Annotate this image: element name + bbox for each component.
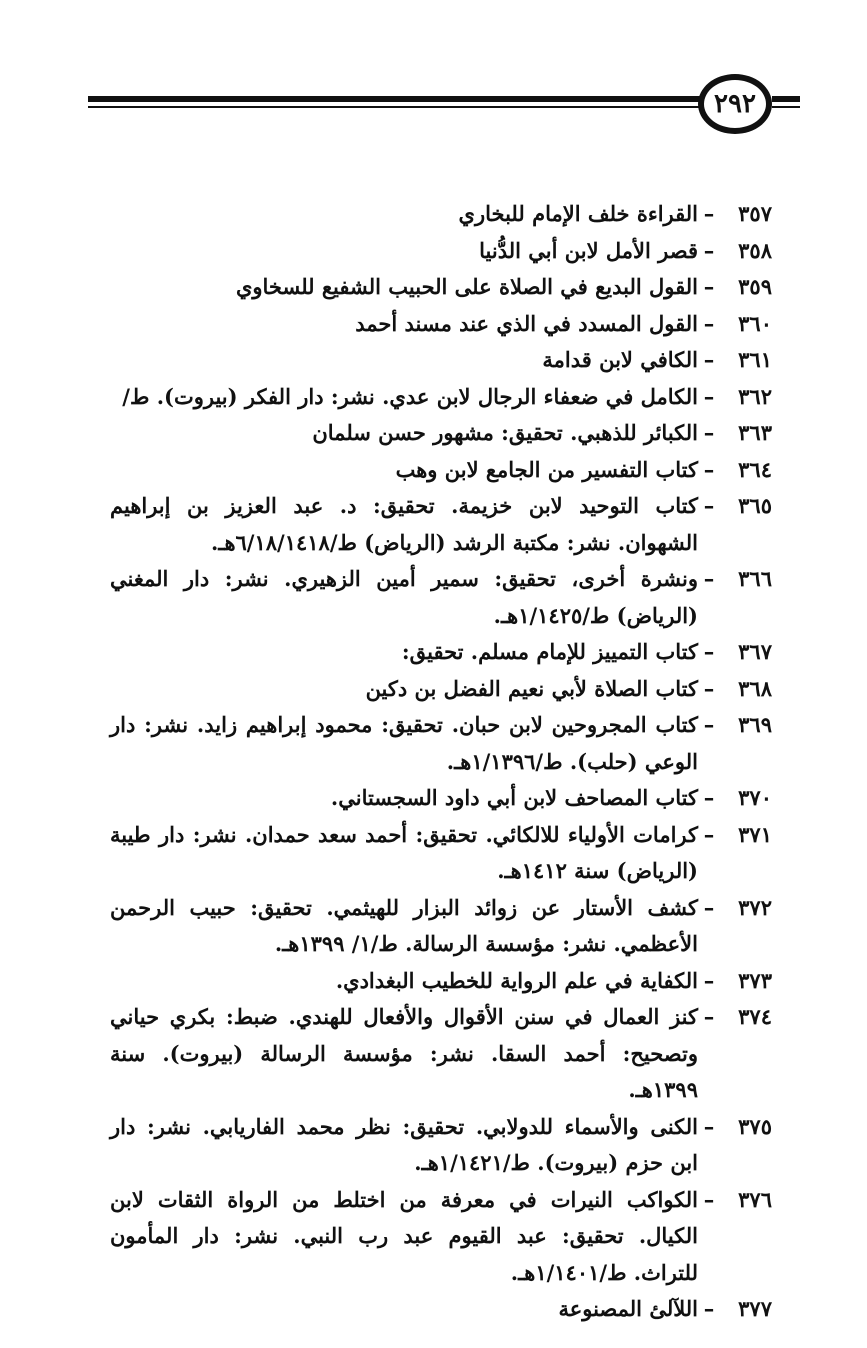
entry-separator: – — [703, 347, 715, 372]
entry-text: الكامل في ضعفاء الرجال لابن عدي. نشر: دار الفكر (بيروت). ط/ — [122, 383, 698, 409]
entry-text: كشف الأستار عن زوائد البزار للهيثمي. تحقيق: حبيب الرحمن الأعظمي. نشر: مؤسسة الرسالة. ط/١/ ١٣٩٩هـ. — [110, 894, 698, 956]
entry-text: القول المسدد في الذي عند مسند أحمد — [355, 310, 698, 336]
bibliography-entry — [110, 671, 772, 708]
entry-separator: – — [703, 1296, 715, 1321]
bibliography-entry — [110, 634, 772, 671]
header-rule-thick — [88, 96, 703, 102]
bibliography-entry — [110, 1109, 772, 1182]
entry-text: كتاب المصاحف لابن أبي داود السجستاني. — [330, 785, 698, 810]
entry-number: ٣٧٥ — [738, 1113, 772, 1139]
bibliography-entry — [110, 342, 772, 379]
entry-number: ٣٦٥ — [738, 493, 772, 518]
entry-separator: – — [703, 894, 715, 920]
entry-text: قصر الأمل لابن أبي الدُّنيا — [479, 237, 698, 263]
entry-number: ٣٧٧ — [738, 1296, 772, 1321]
bibliography-entry — [110, 452, 772, 489]
bibliography-entry — [110, 1291, 772, 1328]
entry-number: ٣٦٦ — [738, 566, 772, 591]
entry-text: كتاب التفسير من الجامع لابن وهب — [395, 456, 698, 482]
entry-text: كتاب التمييز للإمام مسلم. تحقيق: — [401, 639, 698, 664]
entry-text: اللآلئ المصنوعة — [558, 1296, 698, 1321]
entry-number: ٣٦٢ — [738, 383, 772, 409]
entry-separator: – — [703, 821, 715, 847]
entry-separator: – — [703, 456, 715, 482]
entry-separator: – — [703, 383, 715, 409]
entry-text: الكفاية في علم الرواية للخطيب البغدادي. — [335, 967, 698, 993]
entry-number: ٣٧٢ — [738, 894, 772, 920]
entry-separator: – — [703, 1004, 715, 1029]
entry-text: كنز العمال في سنن الأقوال والأفعال للهندي. ضبط: بكري حياني وتصحيح: أحمد السقا. نشر: مؤسسة الرسالة (بيروت). سنة ١٣٩٩هـ. — [110, 1004, 698, 1102]
entry-text: كتاب التوحيد لابن خزيمة. تحقيق: د. عبد العزيز بن إبراهيم الشهوان. نشر: مكتبة الرشد (الرياض) ط/٦/١٨/١٤١٨هـ. — [110, 493, 698, 555]
entry-separator: – — [703, 237, 715, 263]
bibliography-entry — [110, 488, 772, 561]
header-rule-thin — [88, 106, 703, 108]
entry-separator: – — [703, 566, 715, 591]
bibliography-list — [110, 196, 772, 1328]
entry-separator: – — [703, 201, 715, 226]
entry-text: الكبائر للذهبي. تحقيق: مشهور حسن سلمان — [312, 420, 698, 445]
bibliography-entry — [110, 561, 772, 634]
entry-number: ٣٦٣ — [738, 420, 772, 445]
entry-number: ٣٦١ — [738, 347, 772, 372]
entry-separator: – — [703, 310, 715, 336]
bibliography-entry — [110, 196, 772, 233]
entry-separator: – — [703, 639, 715, 664]
entry-number: ٣٥٩ — [738, 274, 772, 299]
page-header — [0, 0, 867, 150]
bibliography-entry — [110, 707, 772, 780]
entry-text: كتاب المجروحين لابن حبان. تحقيق: محمود إبراهيم زايد. نشر: دار الوعي (حلب). ط/١/١٣٩٦هـ. — [110, 712, 698, 774]
entry-separator: – — [703, 1113, 715, 1139]
entry-text: الكواكب النيرات في معرفة من اختلط من الرواة الثقات لابن الكيال. تحقيق: عبد القيوم عبد رب النبي. نشر: دار المأمون للتراث. ط/١/١٤٠١هـ. — [110, 1186, 698, 1285]
entry-text: الكافي لابن قدامة — [542, 347, 698, 372]
entry-number: ٣٧٦ — [738, 1186, 772, 1212]
entry-text: القراءة خلف الإمام للبخاري — [458, 201, 698, 226]
bibliography-entry — [110, 780, 772, 817]
entry-number: ٣٥٧ — [738, 201, 772, 226]
entry-text: القول البديع في الصلاة على الحبيب الشفيع للسخاوي — [235, 274, 698, 299]
entry-number: ٣٦٤ — [738, 456, 772, 482]
entry-separator: – — [703, 785, 715, 810]
page-number: ٢٩٢ — [714, 89, 756, 119]
entry-text: كرامات الأولياء للالكائي. تحقيق: أحمد سعد حمدان. نشر: دار طيبة (الرياض) سنة ١٤١٢هـ. — [110, 821, 698, 883]
entry-separator: – — [703, 712, 715, 737]
entry-number: ٣٧٣ — [738, 967, 772, 993]
entry-number: ٣٧٤ — [738, 1004, 772, 1029]
entry-separator: – — [703, 675, 715, 701]
header-rule-right-thick — [772, 96, 800, 102]
bibliography-entry — [110, 379, 772, 416]
entry-text: ونشرة أخرى، تحقيق: سمير أمين الزهيري. نشر: دار المغني (الرياض) ط/١/١٤٢٥هـ. — [110, 566, 698, 628]
entry-number: ٣٦٠ — [738, 310, 772, 336]
entry-number: ٣٦٧ — [738, 639, 772, 664]
header-rule-right-thin — [772, 106, 800, 108]
entry-separator: – — [703, 1186, 715, 1212]
entry-separator: – — [703, 420, 715, 445]
entry-number: ٣٦٨ — [738, 675, 772, 701]
bibliography-entry — [110, 817, 772, 890]
entry-number: ٣٧١ — [738, 821, 772, 847]
entry-separator: – — [703, 967, 715, 993]
entry-text: كتاب الصلاة لأبي نعيم الفضل بن دكين — [365, 675, 698, 701]
entry-separator: – — [703, 493, 715, 518]
entry-number: ٣٥٨ — [738, 237, 772, 263]
bibliography-entry — [110, 233, 772, 270]
bibliography-entry — [110, 963, 772, 1000]
entry-text: الكنى والأسماء للدولابي. تحقيق: نظر محمد الفاريابي. نشر: دار ابن حزم (بيروت). ط/١/١٤٢١هـ. — [110, 1113, 698, 1175]
bibliography-entry — [110, 890, 772, 963]
bibliography-entry — [110, 1182, 772, 1292]
entry-separator: – — [703, 274, 715, 299]
bibliography-entry — [110, 415, 772, 452]
entry-number: ٣٦٩ — [738, 712, 772, 737]
bibliography-entry — [110, 306, 772, 343]
entry-number: ٣٧٠ — [738, 785, 772, 810]
page-number-badge — [698, 74, 772, 134]
bibliography-entry — [110, 999, 772, 1109]
bibliography-entry — [110, 269, 772, 306]
